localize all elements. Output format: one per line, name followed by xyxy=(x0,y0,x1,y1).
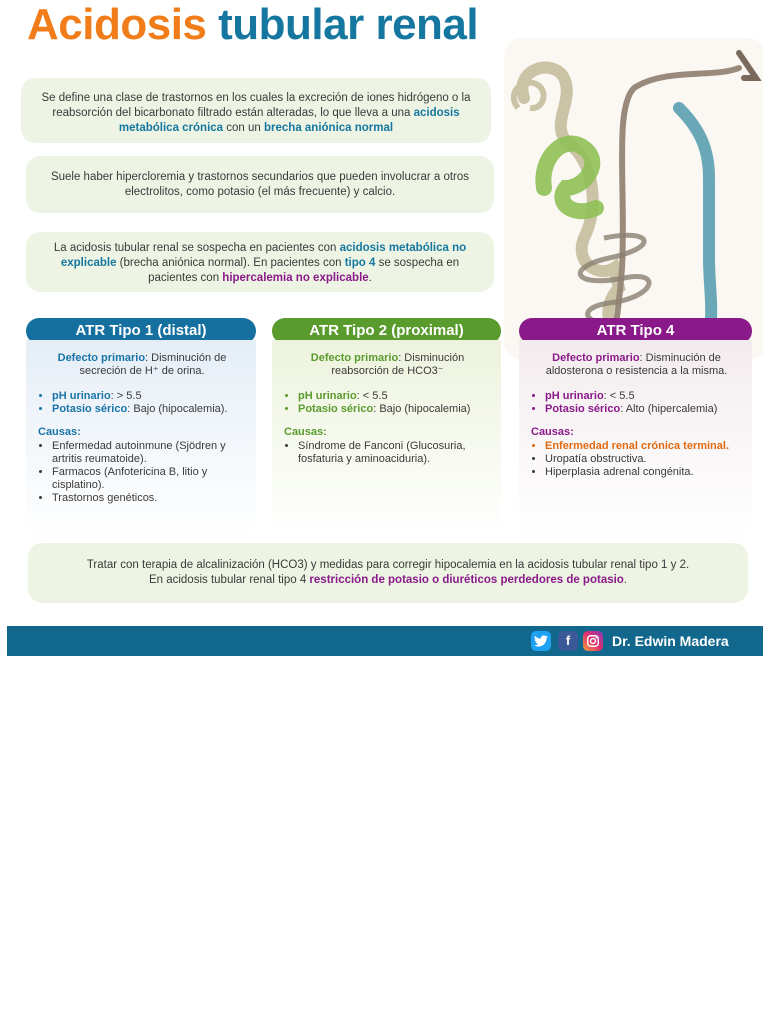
suspicion-text-d: . xyxy=(368,272,372,284)
treatment-highlight: restricción de potasio o diuréticos perdedores de potasio xyxy=(309,574,624,586)
type-4-causes-label: Causas: xyxy=(531,426,574,438)
infographic xyxy=(7,0,763,656)
page-title xyxy=(27,0,478,50)
type-1-lab-list xyxy=(38,390,246,416)
definition-highlight-1: acidosis metabólica crónica xyxy=(118,107,460,134)
nephron-illustration xyxy=(504,38,763,360)
treatment-line-2 xyxy=(38,573,738,588)
list-item: • Trastornos genéticos. xyxy=(52,492,246,505)
definition-box xyxy=(21,78,491,143)
column-body-type-4 xyxy=(519,340,752,536)
list-item: • Uropatía obstructiva. xyxy=(545,453,742,466)
suspicion-highlight-2: tipo 4 xyxy=(344,257,376,269)
type-2-causes-list xyxy=(284,440,491,466)
type-4-ph xyxy=(545,390,742,403)
suspicion-text xyxy=(38,241,482,286)
list-item-highlight: • Enfermedad renal crónica terminal. xyxy=(545,440,742,453)
instagram-icon[interactable] xyxy=(583,631,603,651)
treatment-line-1: Tratar con terapia de alcalinización (HCO3) y medidas para corregir hipocalemia en la acidosis tubular renal tipo 1 y 2. xyxy=(86,559,690,571)
definition-highlight-2: brecha aniónica normal xyxy=(264,122,394,134)
facebook-icon[interactable]: f xyxy=(558,631,578,651)
title-part-1: Acidosis xyxy=(27,0,207,49)
suspicion-box xyxy=(26,232,494,292)
suspicion-text-a: La acidosis tubular renal se sospecha en pacientes con xyxy=(53,242,340,254)
type-1-defect xyxy=(38,352,246,378)
type-4-defect xyxy=(531,352,742,378)
suspicion-highlight-1: acidosis metabólica no explicable xyxy=(60,242,467,269)
type-4-defect-label: Defecto primario xyxy=(552,352,640,364)
type-2-ph-label: pH urinario xyxy=(298,390,357,402)
type-1-causes-label: Causas: xyxy=(38,426,81,438)
definition-text xyxy=(35,91,477,136)
type-2-defect-text: : Disminución reabsorción de HCO3⁻ xyxy=(331,352,465,377)
type-1-ph-label: pH urinario xyxy=(52,390,111,402)
type-1-k-value: : Bajo (hipocalemia). xyxy=(127,403,228,415)
treatment-box xyxy=(28,543,748,603)
type-2-lab-list xyxy=(284,390,491,416)
type-2-causes-label: Causas: xyxy=(284,426,327,438)
secondary-text: Suele haber hipercloremia y trastornos secundarios que pueden involucrar a otros electrolitos, como potasio (el más frecuente) y calcio. xyxy=(50,171,470,198)
type-2-defect-label: Defecto primario xyxy=(310,352,399,364)
column-header-type-4: ATR Tipo 4 xyxy=(519,318,752,344)
type-4-ph-label: pH urinario xyxy=(545,390,604,402)
suspicion-highlight-3: hipercalemia no explicable xyxy=(222,272,369,284)
list-item: • Síndrome de Fanconi (Glucosuria, fosfaturia y aminoaciduria). xyxy=(298,440,491,466)
column-header-type-1: ATR Tipo 1 (distal) xyxy=(26,318,256,344)
type-4-lab-list xyxy=(531,390,742,416)
type-4-potassium xyxy=(545,403,742,416)
column-body-type-1 xyxy=(26,340,256,536)
list-item: • Enfermedad autoinmune (Sjödren y artritis reumatoide). xyxy=(52,440,246,466)
type-4-defect-text: : Disminución de aldosterona o resistencia a la misma. xyxy=(545,352,728,377)
type-4-ph-value: : < 5.5 xyxy=(603,390,635,402)
treatment-line-2-a: En acidosis tubular renal tipo 4 xyxy=(148,574,310,586)
type-1-causes-list xyxy=(38,440,246,505)
type-2-ph xyxy=(298,390,491,403)
type-1-ph xyxy=(52,390,246,403)
definition-text-a: Se define una clase de trastornos en los cuales la excreción de iones hidrógeno o la reabsorción del bicarbonato filtrado están alteradas, lo que lleva a una xyxy=(41,92,471,119)
twitter-icon[interactable] xyxy=(531,631,551,651)
type-2-k-label: Potasio sérico xyxy=(298,403,374,415)
type-1-defect-label: Defecto primario xyxy=(57,352,146,364)
definition-text-b: con un xyxy=(223,122,264,134)
suspicion-text-c: se sospecha en pacientes con xyxy=(148,257,460,284)
type-4-k-value: : Alto (hipercalemia) xyxy=(620,403,718,415)
treatment-line-2-b: . xyxy=(623,574,628,586)
column-header-type-2: ATR Tipo 2 (proximal) xyxy=(272,318,501,344)
author-name: Dr. Edwin Madera xyxy=(612,633,729,649)
type-1-defect-text: : Disminución de secreción de H⁺ de orina. xyxy=(79,352,227,377)
type-2-defect xyxy=(284,352,491,378)
type-2-k-value: : Bajo (hipocalemia) xyxy=(373,403,471,415)
suspicion-text-b: (brecha aniónica normal). En pacientes con xyxy=(116,257,345,269)
type-4-causes-list xyxy=(531,440,742,479)
type-1-ph-value: : > 5.5 xyxy=(110,390,142,402)
column-body-type-2 xyxy=(272,340,501,536)
type-1-potassium xyxy=(52,403,246,416)
footer-bar xyxy=(7,626,763,656)
secondary-box xyxy=(26,156,494,213)
list-item: • Hiperplasia adrenal congénita. xyxy=(545,466,742,479)
type-2-potassium xyxy=(298,403,491,416)
type-4-k-label: Potasio sérico xyxy=(545,403,621,415)
title-part-2: tubular renal xyxy=(218,0,479,49)
type-1-k-label: Potasio sérico xyxy=(52,403,128,415)
list-item: • Farmacos (Anfotericina B, litio y cisplatino). xyxy=(52,466,246,492)
type-2-ph-value: : < 5.5 xyxy=(356,390,388,402)
